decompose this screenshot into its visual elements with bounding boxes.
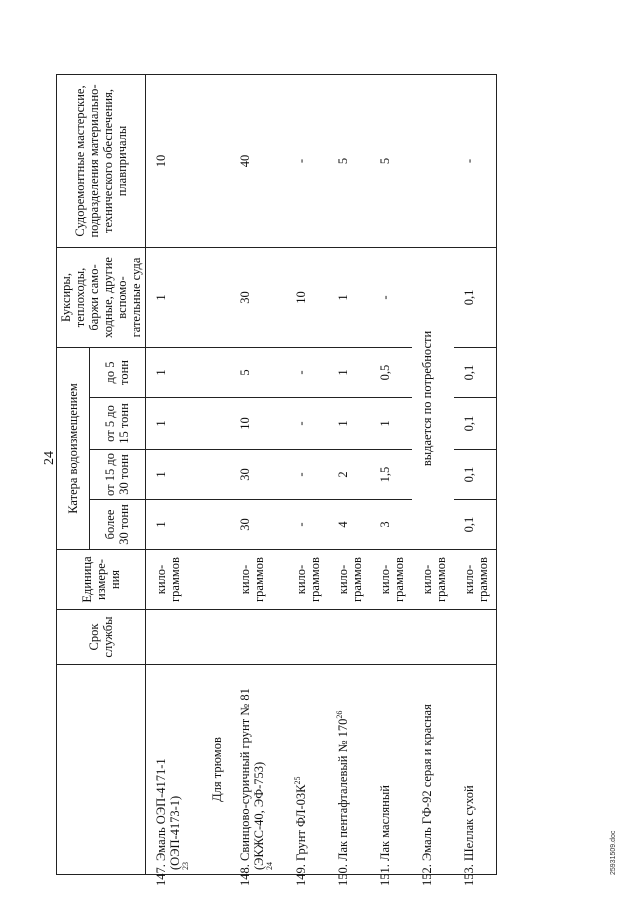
item-number: 148. xyxy=(238,864,252,886)
empty-cell xyxy=(202,247,230,347)
qty-tugs: - xyxy=(370,247,412,347)
qty-5-15t: 10 xyxy=(230,398,286,450)
header-tugs: Буксиры, теплоходы, баржи само-ходные, другие вспомо-гательные суда xyxy=(57,247,146,347)
qty-repair: 5 xyxy=(370,74,412,247)
table-row xyxy=(230,74,286,874)
qty-repair: 10 xyxy=(146,74,203,247)
qty-5-15t: - xyxy=(286,398,328,450)
item-name-cell xyxy=(454,665,497,886)
service-life-cell xyxy=(412,610,454,665)
item-name: Шеллак сухой xyxy=(462,785,476,861)
qty-under-5t: - xyxy=(286,347,328,397)
item-number: 150. xyxy=(336,864,350,886)
qty-under-5t: 1 xyxy=(146,347,203,397)
header-service-life: Срок службы xyxy=(57,610,146,665)
qty-over-30t: 1 xyxy=(146,500,203,550)
table-row xyxy=(146,74,203,874)
qty-15-30t: 1,5 xyxy=(370,450,412,500)
qty-over-30t: 3 xyxy=(370,500,412,550)
qty-tugs: 0,1 xyxy=(454,247,497,347)
item-name-continued: (ОЭП-4173-1) xyxy=(168,795,182,870)
footnote-ref: 26 xyxy=(334,710,344,719)
qty-repair: 40 xyxy=(230,74,286,247)
qty-tugs: 1 xyxy=(146,247,203,347)
table-row xyxy=(454,74,497,874)
item-number: 149. xyxy=(294,864,308,886)
service-life-cell xyxy=(286,610,328,665)
header-boats-5-15: от 5 до 15 тонн xyxy=(89,398,145,450)
header-boats-group: Катера водоизмещением xyxy=(57,347,90,549)
service-life-cell xyxy=(454,610,497,665)
table-body xyxy=(146,74,497,886)
empty-cell xyxy=(202,500,230,550)
empty-cell xyxy=(202,398,230,450)
qty-15-30t: 0,1 xyxy=(454,450,497,500)
qty-repair: - xyxy=(286,74,328,247)
header-boats-under-5: до 5 тонн xyxy=(89,347,145,397)
service-life-cell xyxy=(328,610,370,665)
service-life-cell xyxy=(146,610,203,665)
qty-tugs: 30 xyxy=(230,247,286,347)
table-row xyxy=(328,74,370,874)
qty-5-15t: 0,1 xyxy=(454,398,497,450)
item-name-cell xyxy=(286,665,328,886)
item-number: 153. xyxy=(462,864,476,886)
qty-under-5t: 0,5 xyxy=(370,347,412,397)
qty-5-15t: 1 xyxy=(328,398,370,450)
unit-cell: кило-граммов xyxy=(146,550,203,610)
section-heading: Для трюмов xyxy=(202,665,230,875)
unit-cell: кило-граммов xyxy=(286,550,328,610)
item-name-cell xyxy=(328,665,370,886)
unit-cell: кило-граммов xyxy=(328,550,370,610)
item-name: Эмаль ОЭП-4171-1 xyxy=(154,758,168,861)
unit-cell: кило-граммов xyxy=(412,550,454,610)
item-name: Лак пентафталевый № 170 xyxy=(336,718,350,861)
empty-cell xyxy=(202,450,230,500)
table-row xyxy=(370,74,412,874)
qty-15-30t: 30 xyxy=(230,450,286,500)
empty-cell xyxy=(202,347,230,397)
qty-repair: - xyxy=(454,74,497,247)
item-name-cell xyxy=(412,665,454,886)
unit-cell: кило-граммов xyxy=(370,550,412,610)
header-repair: Судоремонтные мастерские, подразделения материально-технического обеспечения, плавпричалы xyxy=(57,74,146,247)
item-number: 152. xyxy=(420,864,434,886)
empty-cell xyxy=(202,550,230,610)
repair-cell xyxy=(412,74,454,247)
footnote-ref: 23 xyxy=(180,862,190,870)
item-name-cell xyxy=(146,665,203,886)
item-name: Грунт ФЛ-03К xyxy=(294,784,308,861)
qty-over-30t: 0,1 xyxy=(454,500,497,550)
unit-cell: кило-граммов xyxy=(454,550,497,610)
qty-15-30t: 2 xyxy=(328,450,370,500)
item-number: 151. xyxy=(378,864,392,886)
item-name: Свинцово-суричный грунт № 81 xyxy=(238,688,252,861)
qty-15-30t: 1 xyxy=(146,450,203,500)
item-name-continued: (ЭКЖС-40, ЭФ-753) xyxy=(252,761,266,870)
qty-repair: 5 xyxy=(328,74,370,247)
header-boats-over-30: более 30 тонн xyxy=(89,500,145,550)
qty-under-5t: 0,1 xyxy=(454,347,497,397)
page-number: 24 xyxy=(42,451,57,465)
table-row xyxy=(286,74,328,874)
service-life-cell xyxy=(230,610,286,665)
header-row-1 xyxy=(57,74,90,874)
qty-over-30t: 30 xyxy=(230,500,286,550)
qty-under-5t: 5 xyxy=(230,347,286,397)
qty-5-15t: 1 xyxy=(146,398,203,450)
qty-over-30t: 4 xyxy=(328,500,370,550)
item-name-cell xyxy=(230,665,286,886)
header-boats-15-30: от 15 до 30 тонн xyxy=(89,450,145,500)
item-name-cell xyxy=(370,665,412,886)
header-unit: Единица измере-ния xyxy=(57,550,146,610)
supply-norms-table xyxy=(56,74,497,886)
header-name xyxy=(57,665,146,875)
table-row xyxy=(412,74,454,874)
qty-under-5t: 1 xyxy=(328,347,370,397)
unit-cell: кило-граммов xyxy=(230,550,286,610)
item-name: Эмаль ГФ-92 серая и красная xyxy=(420,704,434,861)
footnote-ref: 25 xyxy=(292,776,302,785)
qty-over-30t: - xyxy=(286,500,328,550)
item-name: Лак масляный xyxy=(378,785,392,861)
empty-cell xyxy=(202,610,230,665)
document-reference: 25931509.doc xyxy=(610,830,617,875)
service-life-cell xyxy=(370,610,412,665)
footnote-ref: 24 xyxy=(264,862,274,870)
qty-15-30t: - xyxy=(286,450,328,500)
qty-tugs: 1 xyxy=(328,247,370,347)
empty-cell xyxy=(202,74,230,247)
qty-tugs: 10 xyxy=(286,247,328,347)
item-number: 147. xyxy=(154,864,168,886)
section-row xyxy=(202,74,230,874)
qty-5-15t: 1 xyxy=(370,398,412,450)
as-needed-note: выдается по потребности xyxy=(412,247,454,549)
